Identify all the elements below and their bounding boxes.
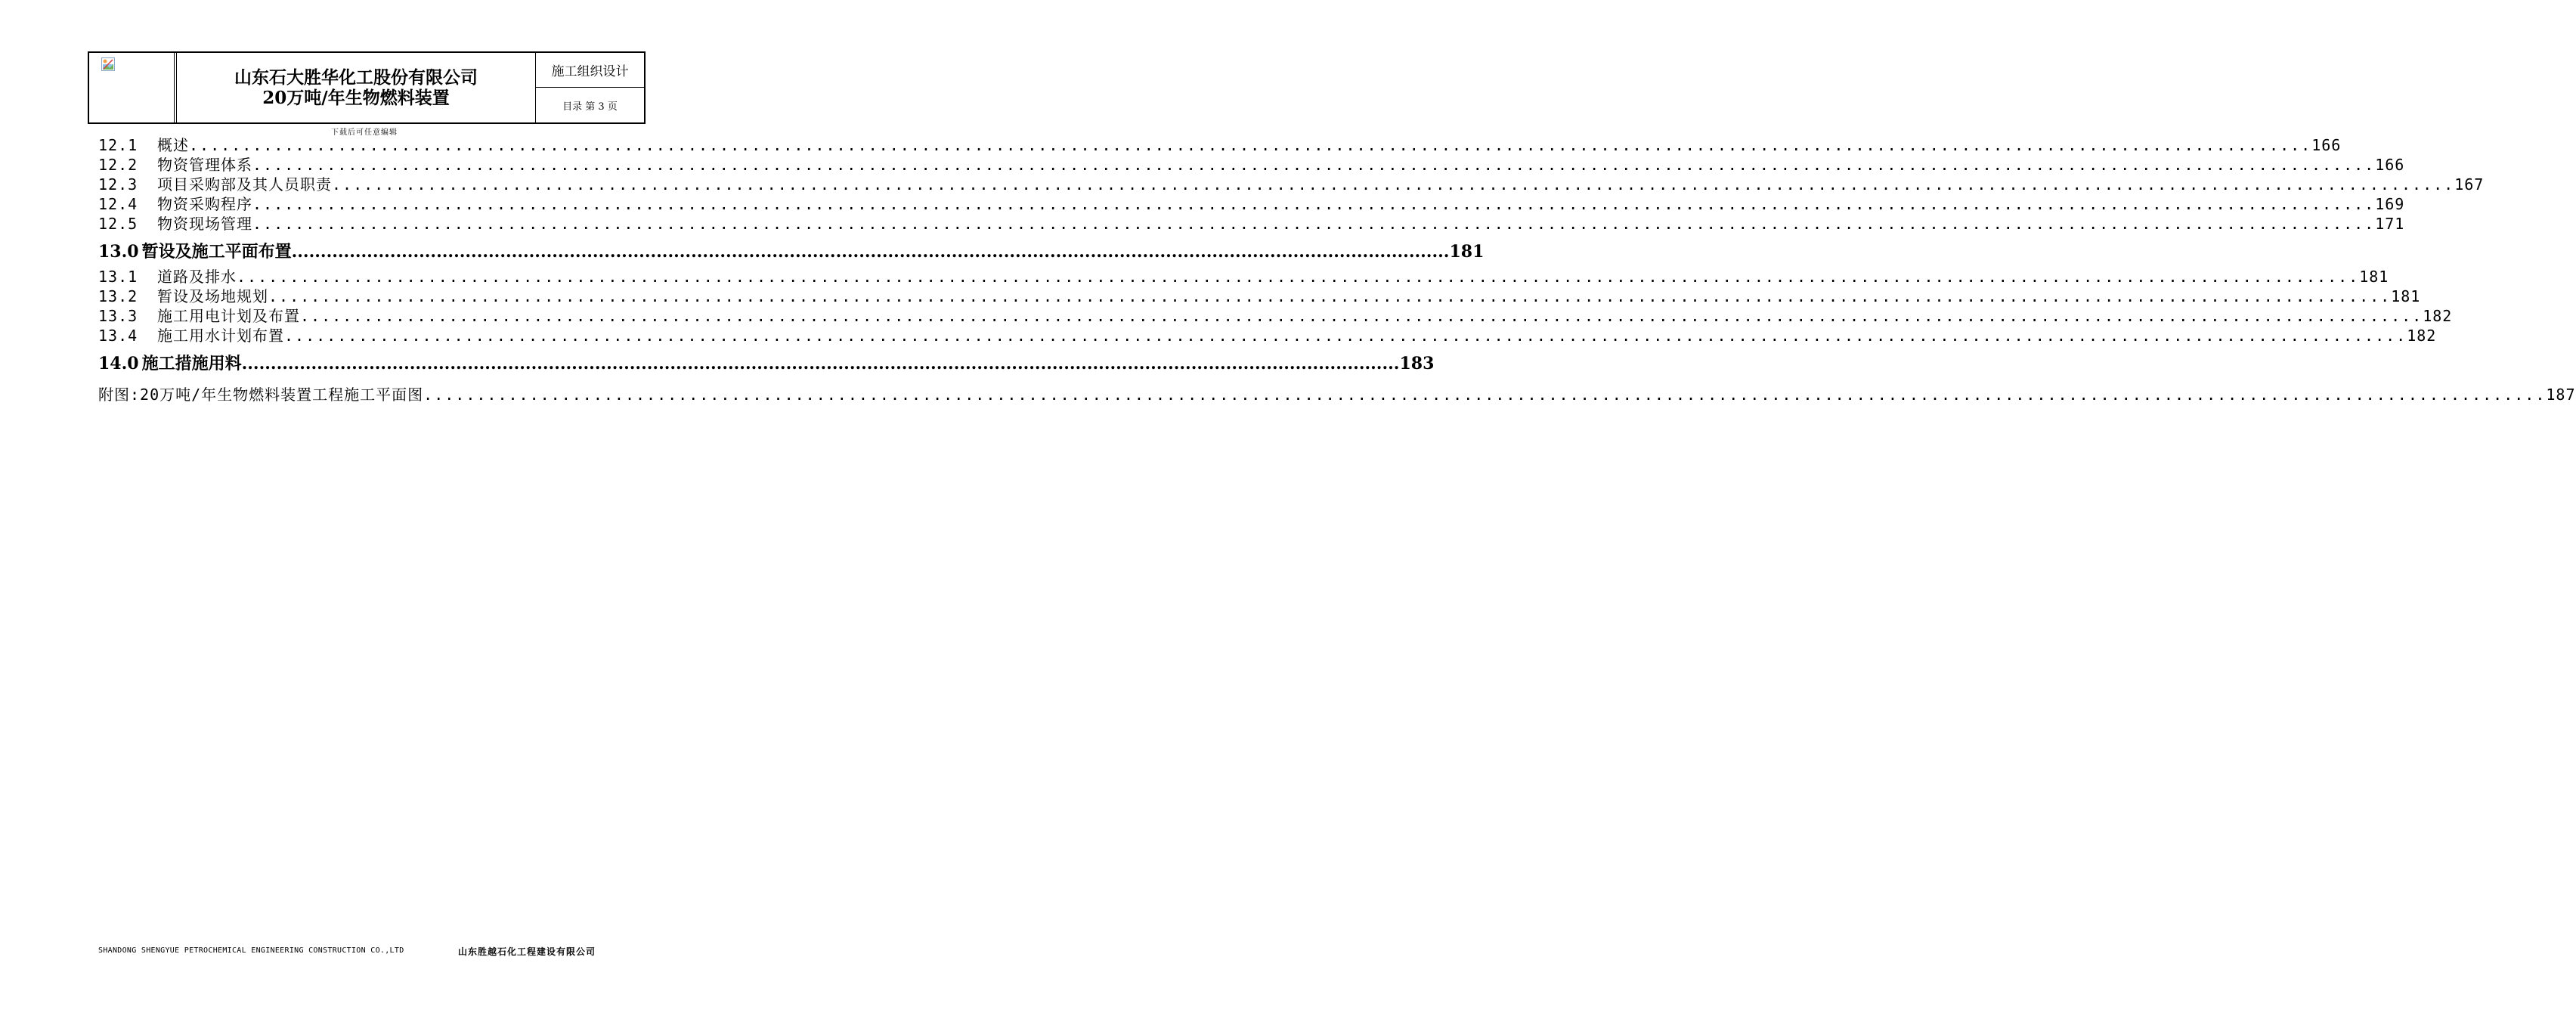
footer-company-english: SHANDONG SHENGYUE PETROCHEMICAL ENGINEERING CONSTRUCTION CO.,LTD xyxy=(98,946,404,955)
toc-entry-page: 169 xyxy=(2375,195,2405,213)
toc-entry-title: 施工措施用料 xyxy=(141,354,242,373)
toc-entry[interactable] xyxy=(98,326,2437,345)
toc-entry-page: 166 xyxy=(2375,156,2405,174)
toc-entry-title: 暂设及施工平面布置 xyxy=(141,242,292,262)
toc-entry-number: 附图: xyxy=(98,386,141,404)
header-right-cell xyxy=(535,53,644,122)
toc-entry[interactable] xyxy=(98,287,2421,306)
toc-entry-number: 14.0 xyxy=(98,354,139,373)
toc-leader-dots: ........................................................................................................................................................................................................ xyxy=(284,327,2407,345)
edit-note: 下载后可任意编辑 xyxy=(331,129,398,137)
logo-cell xyxy=(89,53,177,122)
toc-entry-number: 13.3 xyxy=(98,307,138,325)
toc-entry-page: 183 xyxy=(1399,354,1435,373)
toc-entry-title: 物资管理体系 xyxy=(157,156,252,174)
toc-entry-number: 13.2 xyxy=(98,287,138,305)
toc-entry[interactable] xyxy=(98,175,2485,194)
toc-entry-title: 施工用电计划及布置 xyxy=(157,307,300,325)
toc-entry[interactable] xyxy=(98,214,2405,234)
toc-entry[interactable] xyxy=(98,385,2576,404)
toc-entry-page: 187 xyxy=(2546,386,2576,404)
header-table xyxy=(88,51,646,124)
toc-entry-title: 暂设及场地规划 xyxy=(157,287,268,305)
toc-entry-page: 182 xyxy=(2407,327,2437,345)
toc-entry-title: 道路及排水 xyxy=(157,268,237,286)
table-of-contents xyxy=(98,135,2576,404)
toc-entry[interactable] xyxy=(98,350,1435,377)
header-title xyxy=(177,53,535,122)
toc-leader-dots: ........................................................................................................................................................................................................ xyxy=(300,307,2423,325)
toc-leader-dots: ........................................................................................................................................................................................................ xyxy=(189,136,2312,154)
company-name: 山东石大胜华化工股份有限公司 xyxy=(234,67,478,88)
project-name: 20万吨/年生物燃料装置 xyxy=(262,88,450,108)
doc-type: 施工组织设计 xyxy=(536,53,644,88)
toc-entry-title: 项目采购部及其人员职责 xyxy=(157,175,332,194)
toc-leader-dots: ........................................................................................................................................................................................................ xyxy=(268,287,2392,305)
toc-leader-dots: ........................................................................................................................................................................................................ xyxy=(291,242,1450,262)
toc-entry-page: 181 xyxy=(1449,242,1485,262)
toc-entry-title: 物资现场管理 xyxy=(157,215,252,233)
toc-entry[interactable] xyxy=(98,238,1485,265)
page-number-label: 目录 第 3 页 xyxy=(562,101,618,113)
toc-entry[interactable] xyxy=(98,155,2405,175)
toc-entry-number: 12.2 xyxy=(98,156,138,174)
footer-company-chinese: 山东胜越石化工程建设有限公司 xyxy=(458,946,596,957)
toc-entry-page: 181 xyxy=(2391,287,2421,305)
toc-leader-dots: ........................................................................................................................................................................................................ xyxy=(237,268,2360,286)
toc-entry[interactable] xyxy=(98,306,2453,326)
toc-entry[interactable] xyxy=(98,267,2389,287)
toc-entry-number: 13.0 xyxy=(98,242,139,262)
toc-entry-number: 12.4 xyxy=(98,195,138,213)
toc-leader-dots: ........................................................................................................................................................................................................ xyxy=(332,175,2455,194)
toc-entry-page: 171 xyxy=(2375,215,2405,233)
toc-entry-number: 12.1 xyxy=(98,136,138,154)
toc-entry-page: 181 xyxy=(2359,268,2389,286)
toc-leader-dots: ........................................................................................................................................................................................................ xyxy=(241,354,1400,373)
toc-entry-number: 12.3 xyxy=(98,175,138,194)
toc-leader-dots: ........................................................................................................................................................................................................ xyxy=(423,386,2547,404)
toc-entry-number: 12.5 xyxy=(98,215,138,233)
toc-entry-page: 182 xyxy=(2423,307,2453,325)
toc-leader-dots: ........................................................................................................................................................................................................ xyxy=(252,195,2376,213)
toc-entry[interactable] xyxy=(98,194,2405,214)
toc-entry-title: 20万吨/年生物燃料装置工程施工平面图 xyxy=(140,386,424,404)
toc-entry-title: 物资采购程序 xyxy=(157,195,252,213)
toc-leader-dots: ........................................................................................................................................................................................................ xyxy=(252,156,2376,174)
toc-entry[interactable] xyxy=(98,135,2342,155)
broken-image-icon xyxy=(101,57,115,71)
toc-entry-title: 概述 xyxy=(157,136,189,154)
toc-entry-page: 167 xyxy=(2454,175,2485,194)
toc-entry-page: 166 xyxy=(2311,136,2342,154)
toc-leader-dots: ........................................................................................................................................................................................................ xyxy=(252,215,2376,233)
toc-entry-number: 13.4 xyxy=(98,327,138,345)
toc-entry-number: 13.1 xyxy=(98,268,138,286)
toc-entry-title: 施工用水计划布置 xyxy=(157,327,284,345)
